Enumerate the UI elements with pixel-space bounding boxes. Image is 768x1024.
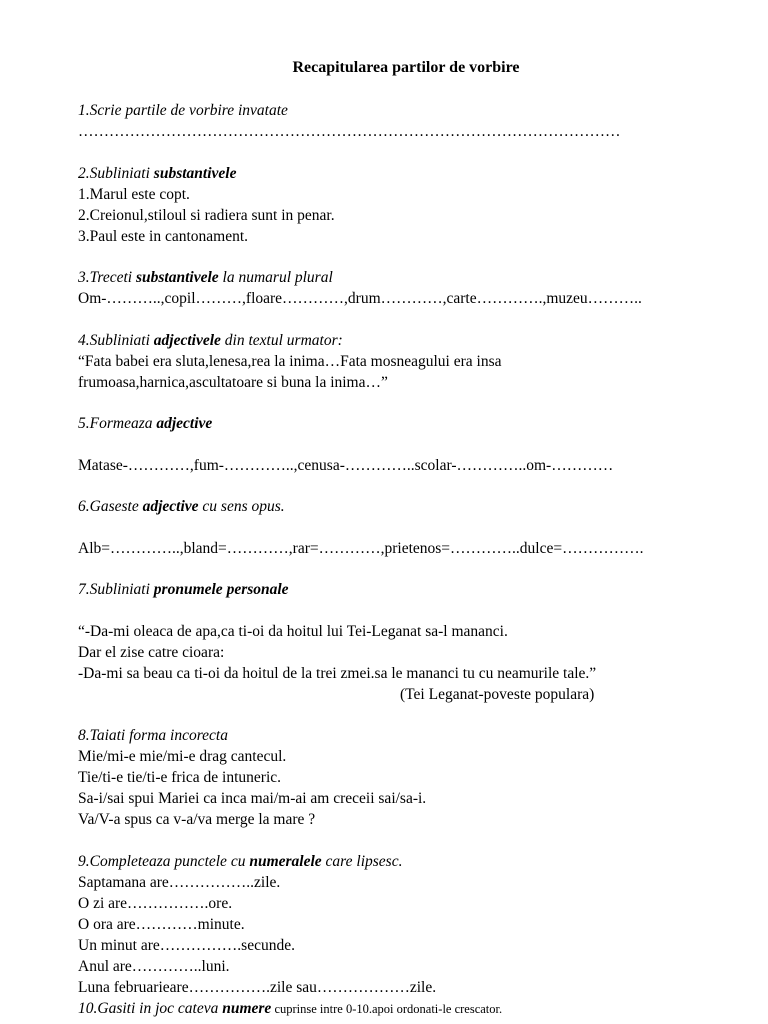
exercise-2-heading (78, 163, 748, 184)
exercise-1-answer-dots: …………………………………………………………………………………………… (78, 123, 621, 140)
exercise-6-heading-text-end: cu sens opus. (198, 498, 285, 515)
exercise-4-keyword: adjectivele (153, 332, 221, 349)
exercise-7-text-line: Dar el zise catre cioara: (78, 644, 225, 661)
exercise-5-heading (78, 413, 748, 434)
exercise-1-heading: 1.Scrie partile de vorbire invatate (78, 102, 288, 119)
exercise-7-heading (78, 579, 748, 600)
exercise-3 (78, 267, 748, 309)
exercise-9-heading-text-end: care lipsesc. (321, 853, 403, 870)
exercise-2-sentence: 2.Creionul,stiloul si radiera sunt in penar. (78, 207, 335, 224)
exercise-9-keyword: numeralele (249, 853, 322, 870)
exercise-5 (78, 413, 748, 476)
exercise-8-sentence: Mie/mi-e mie/mi-e drag cantecul. (78, 748, 287, 765)
exercise-7-source: (Tei Leganat-poveste populara) (400, 686, 595, 703)
exercise-8-heading: 8.Taiati forma incorecta (78, 727, 228, 744)
exercise-3-heading-text: 3.Treceti (78, 269, 136, 286)
exercise-7-heading-text: 7.Subliniati (78, 581, 154, 598)
exercise-2 (78, 163, 748, 247)
exercise-2-sentence: 1.Marul este copt. (78, 186, 190, 203)
exercise-8-sentence: Tie/ti-e tie/ti-e frica de intuneric. (78, 769, 282, 786)
exercise-8 (78, 725, 748, 830)
exercise-1 (78, 100, 748, 142)
exercise-4 (78, 330, 748, 393)
exercise-9-sentence: Un minut are…………….secunde. (78, 937, 295, 954)
exercise-6-heading (78, 496, 748, 517)
exercise-5-words: Matase-…………,fum-…………..,cenusa-…………..scolar-…………..om-………… (78, 457, 614, 474)
exercise-9-heading-text: 9.Completeaza punctele cu (78, 853, 250, 870)
exercise-9-sentence: Saptamana are……………..zile. (78, 874, 281, 891)
exercise-6 (78, 496, 748, 559)
exercise-9 (78, 851, 748, 1020)
exercise-6-words: Alb=…………..,bland=…………,rar=…………,prietenos=…………..dulce=……………. (78, 540, 644, 557)
exercise-4-heading (78, 330, 748, 351)
exercise-5-keyword: adjective (156, 415, 213, 432)
exercise-9-sentence: O zi are…………….ore. (78, 895, 233, 912)
exercise-8-sentence: Sa-i/sai spui Mariei ca inca mai/m-ai am creceii sai/sa-i. (78, 790, 427, 807)
page-title: Recapitularea partilor de vorbire (292, 59, 520, 76)
exercise-6-heading-text: 6.Gaseste (78, 498, 143, 515)
exercise-2-keyword: substantivele (153, 165, 237, 182)
exercise-10-heading (78, 998, 748, 1020)
exercise-3-heading (78, 267, 748, 288)
exercise-7-text-line: -Da-mi sa beau ca ti-oi da hoitul de la trei zmei.sa le mananci tu cu neamurile tale.” (78, 665, 597, 682)
exercise-4-heading-text-end: din textul urmator: (220, 332, 343, 349)
exercise-7-keyword: pronumele personale (153, 581, 289, 598)
exercise-10-heading-text: 10.Gasiti in joc cateva (78, 1000, 223, 1017)
exercise-2-sentence: 3.Paul este in cantonament. (78, 228, 249, 245)
exercise-4-text-line: “Fata babei era sluta,lenesa,rea la inima…Fata mosneagului era insa (78, 353, 502, 370)
exercise-7 (78, 579, 748, 705)
exercise-4-heading-text: 4.Subliniati (78, 332, 154, 349)
exercise-3-heading-text-end: la numarul plural (218, 269, 333, 286)
exercise-2-heading-text: 2.Subliniati (78, 165, 154, 182)
exercise-9-sentence: Anul are…………..luni. (78, 958, 230, 975)
exercise-3-keyword: substantivele (135, 269, 219, 286)
exercise-10-heading-text-end: cuprinse intre 0-10.apoi ordonati-le crescator. (271, 1002, 503, 1016)
exercise-9-sentence: O ora are…………minute. (78, 916, 245, 933)
exercise-3-words: Om-………..,copil………,floare…………,drum…………,carte………….,muzeu……….. (78, 290, 642, 307)
exercise-7-text-line: “-Da-mi oleaca de apa,ca ti-oi da hoitul lui Tei-Leganat sa-l mananci. (78, 623, 508, 640)
exercise-6-keyword: adjective (142, 498, 199, 515)
exercise-10-keyword: numere (222, 1000, 272, 1017)
exercise-9-sentence: Luna februarieare…………….zile sau………………zile. (78, 979, 437, 996)
exercise-4-text-line: frumoasa,harnica,ascultatoare si buna la inima…” (78, 374, 388, 391)
exercise-8-sentence: Va/V-a spus ca v-a/va merge la mare ? (78, 811, 316, 828)
exercise-9-heading (78, 851, 748, 872)
exercise-5-heading-text: 5.Formeaza (78, 415, 157, 432)
